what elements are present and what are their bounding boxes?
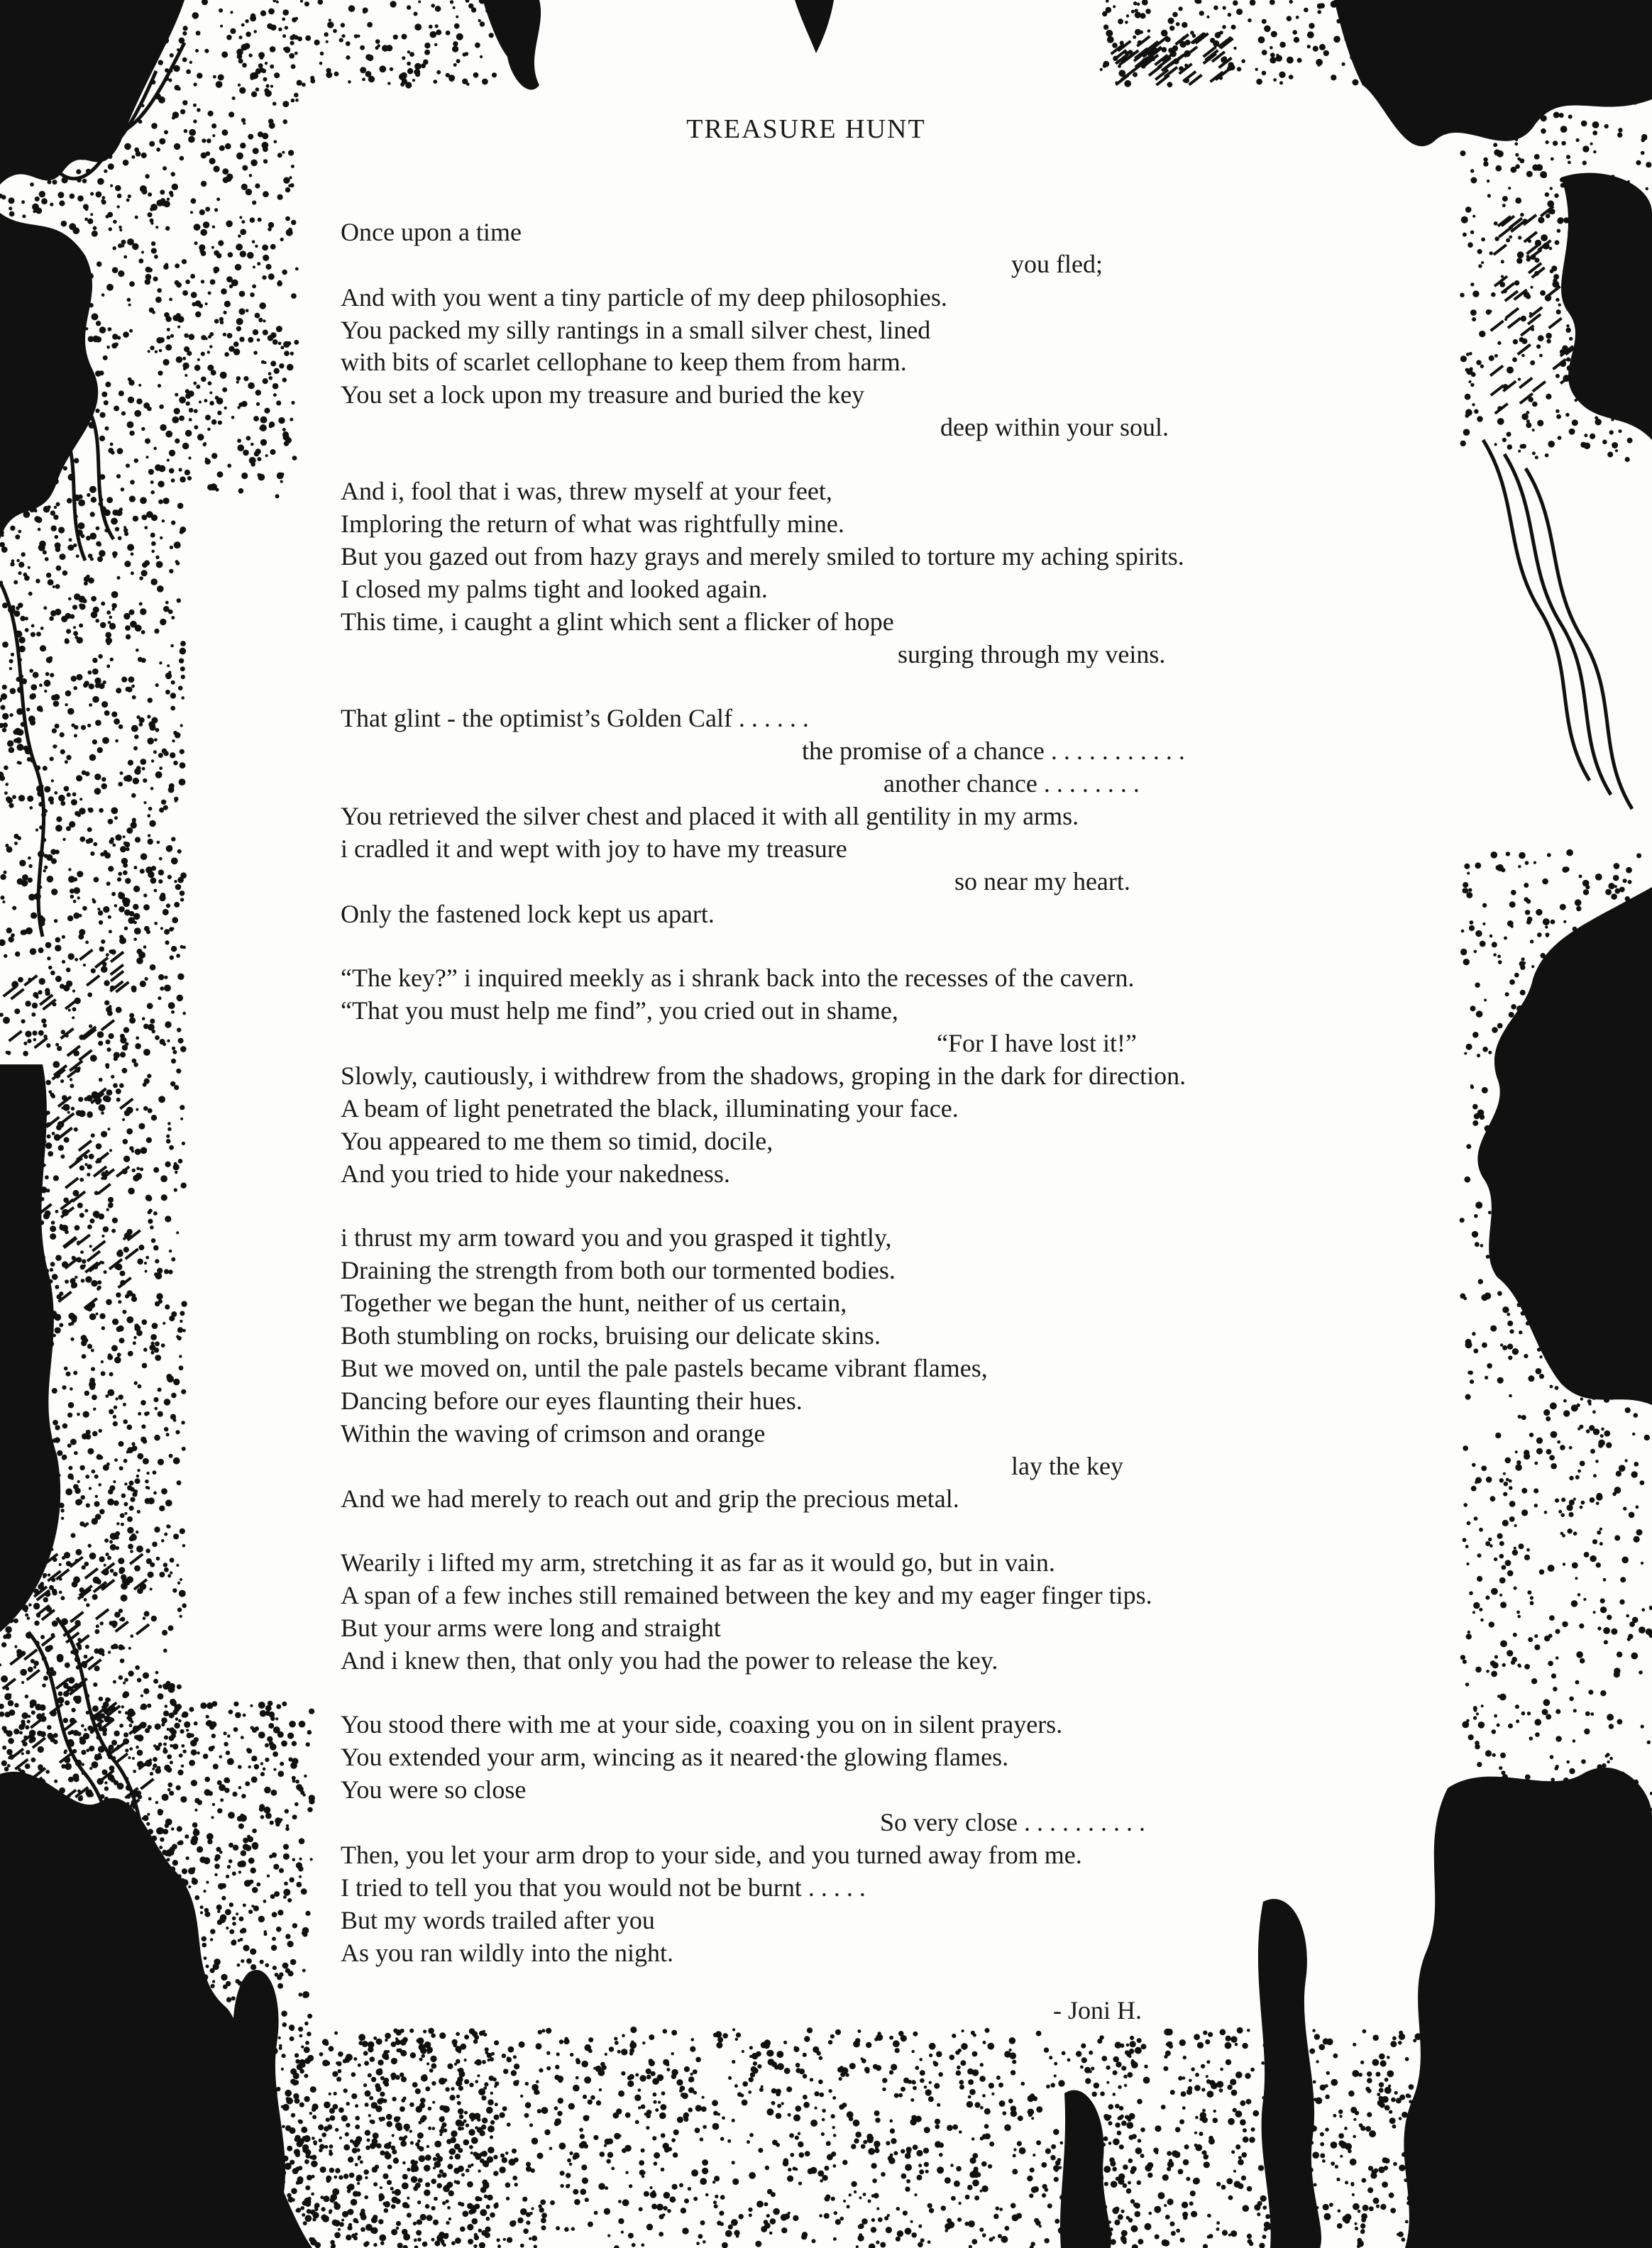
poem-line: You appeared to me them so timid, docile, — [341, 1127, 773, 1155]
poem-line: This time, i caught a glint which sent a flicker of hope — [341, 607, 894, 636]
poem-line: Within the waving of crimson and orange — [341, 1419, 766, 1448]
poem-line: Only the fastened lock kept us apart. — [341, 900, 715, 928]
poem-line: Dancing before our eyes flaunting their hues. — [341, 1387, 803, 1415]
poem-line: That glint - the optimist’s Golden Calf . . . . . . — [341, 704, 809, 732]
poem-line: So very close . . . . . . . . . . — [880, 1808, 1145, 1836]
poem-line: Slowly, cautiously, i withdrew from the shadows, groping in the dark for direction. — [341, 1062, 1186, 1090]
poem-author: - Joni H. — [1053, 1996, 1142, 2024]
poem-line: But we moved on, until the pale pastels became vibrant flames, — [341, 1354, 988, 1382]
poem-line: And i, fool that i was, threw myself at your feet, — [341, 477, 832, 505]
poem-line: But my words trailed after you — [341, 1906, 655, 1934]
poem-line: A beam of light penetrated the black, illuminating your face. — [341, 1094, 959, 1123]
poem-line: But your arms were long and straight — [341, 1614, 721, 1642]
poem-line: you fled; — [1011, 250, 1103, 278]
poem-line: You stood there with me at your side, coaxing you on in silent prayers. — [341, 1710, 1063, 1739]
poem-line: i thrust my arm toward you and you grasped it tightly, — [341, 1223, 892, 1252]
poem-line: Then, you let your arm drop to your side, and you turned away from me. — [341, 1841, 1082, 1869]
poem-line: with bits of scarlet cellophane to keep them from harm. — [341, 348, 907, 376]
poem-line: deep within your soul. — [940, 413, 1169, 441]
poem-line: “For I have lost it!” — [937, 1029, 1137, 1057]
poem-line: another chance . . . . . . . . — [883, 769, 1140, 798]
poem-line: so near my heart. — [954, 867, 1130, 896]
poem-title: TREASURE HUNT — [686, 114, 926, 144]
poem-line: lay the key — [1011, 1452, 1123, 1480]
poem-line: You retrieved the silver chest and placed it with all gentility in my arms. — [341, 802, 1079, 830]
poem-line: And i knew then, that only you had the power to release the key. — [341, 1646, 998, 1675]
poem-line: You extended your arm, wincing as it neared·the glowing flames. — [341, 1743, 1009, 1771]
poem-line: And we had merely to reach out and grip the precious metal. — [341, 1484, 959, 1513]
poem-line: i cradled it and wept with joy to have my treasure — [341, 834, 847, 863]
poem-line: As you ran wildly into the night. — [341, 1939, 673, 1967]
poem-line: Wearily i lifted my arm, stretching it as far as it would go, but in vain. — [341, 1548, 1055, 1577]
poem-line: Draining the strength from both our tormented bodies. — [341, 1256, 896, 1284]
poem-line: Together we began the hunt, neither of us certain, — [341, 1289, 847, 1317]
poem-line: “The key?” i inquired meekly as i shrank back into the recesses of the cavern. — [341, 964, 1135, 992]
poem-line: And you tried to hide your nakedness. — [341, 1159, 730, 1188]
poem-line: I tried to tell you that you would not be burnt . . . . . — [341, 1873, 866, 1902]
poem-line: I closed my palms tight and looked again. — [341, 575, 768, 603]
poem-line: You packed my silly rantings in a small silver chest, lined — [341, 316, 931, 344]
poem-line: the promise of a chance . . . . . . . . . . . — [802, 737, 1185, 765]
poem-line: You were so close — [341, 1775, 527, 1804]
poem-line: “That you must help me find”, you cried out in shame, — [341, 996, 898, 1025]
poem-line: Imploring the return of what was rightfully mine. — [341, 509, 844, 538]
poem-line: Once upon a time — [341, 218, 522, 246]
poem-line: But you gazed out from hazy grays and merely smiled to torture my aching spirits. — [341, 542, 1184, 571]
poem-line: surging through my veins. — [898, 640, 1166, 668]
poem-line: Both stumbling on rocks, bruising our delicate skins. — [341, 1321, 881, 1350]
poem-line: You set a lock upon my treasure and buried the key — [341, 380, 865, 409]
poem-line: A span of a few inches still remained between the key and my eager finger tips. — [341, 1581, 1152, 1609]
poem-line: And with you went a tiny particle of my deep philosophies. — [341, 283, 947, 312]
